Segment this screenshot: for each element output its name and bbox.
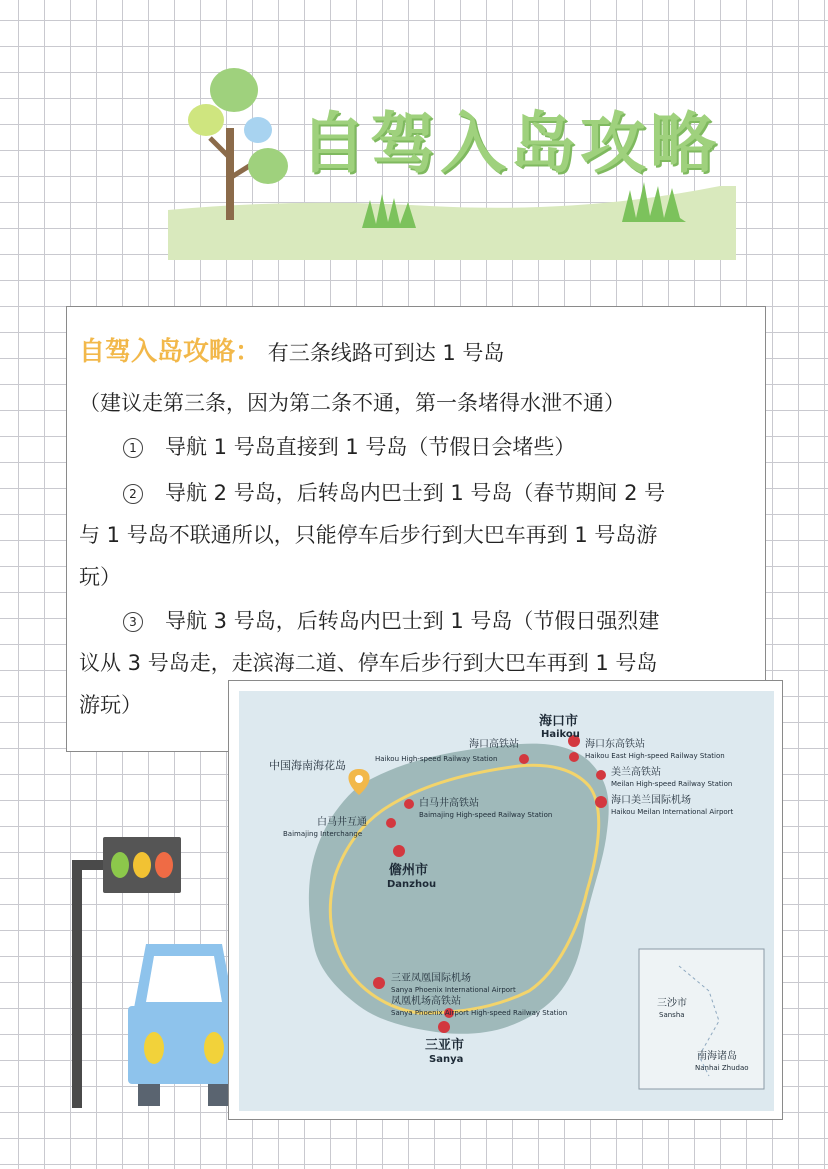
route-item-2 <box>123 477 665 507</box>
meilan-station-cn: 美兰高铁站 <box>611 767 661 778</box>
meilan-station-en: Meilan High-speed Railway Station <box>611 780 733 788</box>
route-2-line-3: 玩） <box>79 565 121 589</box>
haikou-east-cn: 海口东高铁站 <box>585 739 645 750</box>
card-heading-line <box>79 331 504 368</box>
route-2-line-2: 与 1 号岛不联通所以，只能停车后步行到大巴车再到 1 号岛游 <box>79 523 658 547</box>
route-3-line-2: 议从 3 号岛走，走滨海二道、停车后步行到大巴车再到 1 号岛 <box>79 651 658 675</box>
sanya-airport-en: Sanya Phoenix International Airport <box>391 986 516 994</box>
haikou-label-en: Haikou <box>541 729 580 740</box>
danzhou-marker <box>393 845 405 857</box>
baima-station-en: Baimajing High-speed Railway Station <box>419 811 553 819</box>
danzhou-label-cn: 儋州市 <box>389 863 429 878</box>
phoenix-station-en: Sanya Phoenix Airport High-speed Railway Station <box>391 1009 568 1017</box>
sanya-marker <box>438 1021 450 1033</box>
page-title: 自驾入岛攻略 <box>300 105 720 182</box>
hainan-map <box>228 680 783 1120</box>
red-light <box>155 852 173 878</box>
traffic-light-pole <box>72 860 82 1108</box>
baima-station-cn: 白马井高铁站 <box>419 798 479 809</box>
nanhai-label-cn: 南海诸岛 <box>697 1051 737 1062</box>
route-number-3: 3 <box>123 612 143 632</box>
haikou-east-en: Haikou East High-speed Railway Station <box>585 752 725 760</box>
haikou-station-en: Haikou High-speed Railway Station <box>375 755 498 763</box>
header-banner <box>160 60 780 260</box>
map-canvas <box>239 691 774 1111</box>
yellow-light <box>133 852 151 878</box>
baima-interchange-cn: 白马井互通 <box>317 817 367 828</box>
route-item-1 <box>123 431 575 461</box>
route-number-1: 1 <box>123 438 143 458</box>
meilan-airport-en: Haikou Meilan International Airport <box>611 808 734 816</box>
baima-interchange-en: Baimajing Interchange <box>283 830 363 838</box>
route-number-2: 2 <box>123 484 143 504</box>
logo-text: 中国海南海花岛 <box>269 759 346 772</box>
card-note: （建议走第三条，因为第二条不通，第一条堵得水泄不通） <box>79 391 625 415</box>
tree-icon <box>182 68 292 228</box>
card-heading: 自驾入岛攻略： <box>79 337 262 367</box>
card-heading-rest: 有三条线路可到达 1 号岛 <box>267 341 505 365</box>
grass-icon <box>360 190 420 230</box>
haikou-station-cn: 海口高铁站 <box>469 739 519 750</box>
green-light <box>111 852 129 878</box>
traffic-light-icon <box>103 837 181 893</box>
route-item-3 <box>123 605 659 635</box>
haikou-label-cn: 海口市 <box>539 714 579 729</box>
route-2-line-1: 导航 2 号岛，后转岛内巴士到 1 号岛（春节期间 2 号 <box>165 481 666 505</box>
danzhou-label-en: Danzhou <box>387 879 437 890</box>
sansha-label-en: Sansha <box>659 1011 685 1019</box>
meilan-airport-cn: 海口美兰国际机场 <box>611 795 691 806</box>
sanya-label-cn: 三亚市 <box>425 1038 465 1053</box>
route-3-line-1: 导航 3 号岛，后转岛内巴士到 1 号岛（节假日强烈建 <box>165 609 660 633</box>
sanya-airport-cn: 三亚凤凰国际机场 <box>391 973 471 984</box>
grass-icon <box>620 178 690 224</box>
phoenix-station-cn: 凤凰机场高铁站 <box>391 996 461 1007</box>
sansha-label-cn: 三沙市 <box>657 998 687 1009</box>
sanya-label-en: Sanya <box>429 1054 464 1065</box>
car-icon <box>124 940 244 1110</box>
route-3-line-3: 游玩） <box>79 693 142 717</box>
route-1-line-1: 导航 1 号岛直接到 1 号岛（节假日会堵些） <box>165 435 576 459</box>
nanhai-label-en: Nanhai Zhudao <box>695 1064 749 1072</box>
